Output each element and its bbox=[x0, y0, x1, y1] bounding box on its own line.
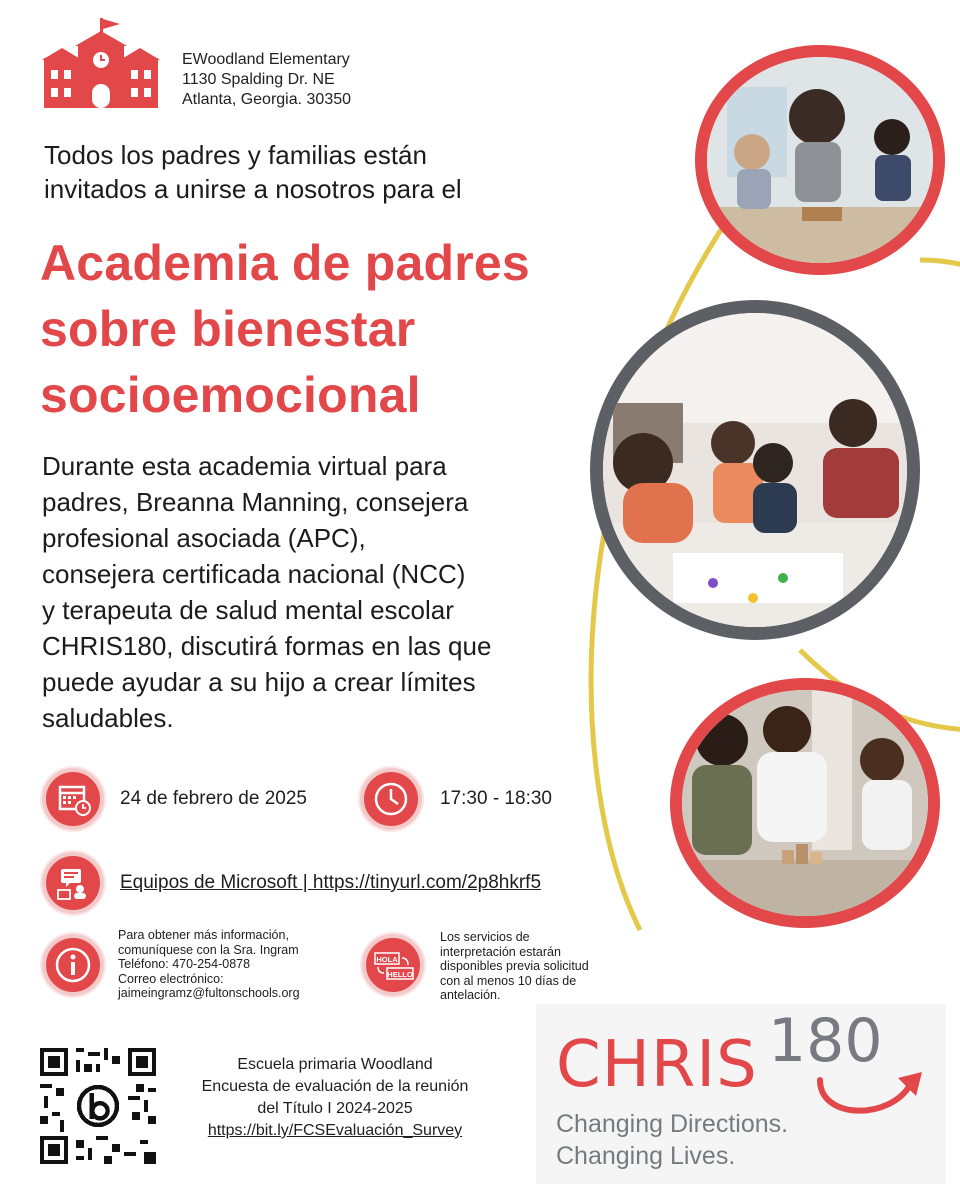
contact-line: comuníquese con la Sra. Ingram bbox=[118, 942, 299, 957]
address-line-2: Atlanta, Georgia. 30350 bbox=[182, 91, 352, 108]
info-icon bbox=[42, 934, 104, 996]
description-line: y terapeuta de salud mental escolar bbox=[42, 595, 454, 625]
title-line: socioemocional bbox=[40, 367, 421, 423]
event-description bbox=[42, 448, 602, 736]
contact-line: Correo electrónico: bbox=[118, 971, 224, 986]
interpretation-line: Los servicios de bbox=[440, 930, 530, 944]
description-line: puede ayudar a su hijo a crear límites bbox=[42, 667, 476, 697]
hello-label: HELLO bbox=[387, 970, 413, 979]
survey-title: Encuesta de evaluación de la reunión bbox=[201, 1078, 469, 1095]
chris180-tagline-2: Changing Lives. bbox=[556, 1142, 736, 1170]
title-line: Academia de padres bbox=[40, 235, 530, 291]
description-line: padres, Breanna Manning, consejera bbox=[42, 487, 469, 517]
meeting-link[interactable]: Equipos de Microsoft | https://tinyurl.com/2p8hkrf5 bbox=[120, 872, 542, 893]
event-date: 24 de febrero de 2025 bbox=[120, 788, 307, 809]
school-address bbox=[182, 50, 351, 110]
interpretation-line: antelación. bbox=[440, 988, 501, 1002]
survey-link[interactable]: https://bit.ly/FCSEvaluación_Survey bbox=[207, 1122, 463, 1139]
description-line: Durante esta academia virtual para bbox=[42, 451, 447, 481]
address-line-1: 1130 Spalding Dr. NE bbox=[182, 71, 335, 88]
school-name: EWoodland Elementary bbox=[182, 51, 350, 68]
school-building-icon bbox=[42, 18, 160, 110]
chris180-logo-brand: CHRIS bbox=[556, 1028, 758, 1102]
video-meeting-icon bbox=[42, 852, 104, 914]
description-line: saludables. bbox=[42, 703, 174, 733]
interpretation-info bbox=[440, 930, 640, 1003]
interpretation-line: con al menos 10 días de bbox=[440, 973, 577, 988]
survey-school: Escuela primaria Woodland bbox=[237, 1056, 433, 1073]
father-children-blocks-photo bbox=[670, 678, 940, 928]
translation-icon bbox=[362, 934, 424, 996]
invitation-intro bbox=[44, 138, 604, 206]
hola-label: HOLA bbox=[376, 955, 398, 964]
children-playing-photo bbox=[695, 45, 945, 275]
interpretation-line: disponibles previa solicitud bbox=[440, 959, 589, 973]
chris180-tagline-1: Changing Directions. bbox=[556, 1110, 789, 1138]
clock-icon bbox=[360, 768, 422, 830]
contact-email[interactable]: jaimeingramz@fultonschools.org bbox=[118, 986, 300, 1000]
description-line: CHRIS180, discutirá formas en las que bbox=[42, 631, 492, 661]
survey-info bbox=[160, 1054, 510, 1142]
interpretation-line: interpretación estarán bbox=[440, 944, 561, 959]
survey-title: del Título I 2024-2025 bbox=[257, 1100, 413, 1117]
intro-line: invitados a unirse a nosotros para el bbox=[44, 174, 462, 204]
contact-phone: Teléfono: 470-254-0878 bbox=[118, 957, 251, 971]
curved-arrow-icon bbox=[800, 1050, 930, 1120]
contact-info bbox=[118, 928, 358, 1001]
title-line: sobre bienestar bbox=[40, 301, 416, 357]
event-time: 17:30 - 18:30 bbox=[440, 788, 552, 809]
chris180-logo-number: 180 bbox=[768, 1006, 883, 1076]
contact-line: Para obtener más información, bbox=[118, 928, 289, 942]
description-line: profesional asociada (APC), bbox=[42, 523, 366, 553]
calendar-icon bbox=[42, 768, 104, 830]
family-drawing-photo bbox=[590, 300, 920, 640]
qr-code[interactable] bbox=[40, 1048, 156, 1164]
description-line: consejera certificada nacional (NCC) bbox=[42, 559, 466, 589]
intro-line: Todos los padres y familias están bbox=[44, 140, 427, 170]
